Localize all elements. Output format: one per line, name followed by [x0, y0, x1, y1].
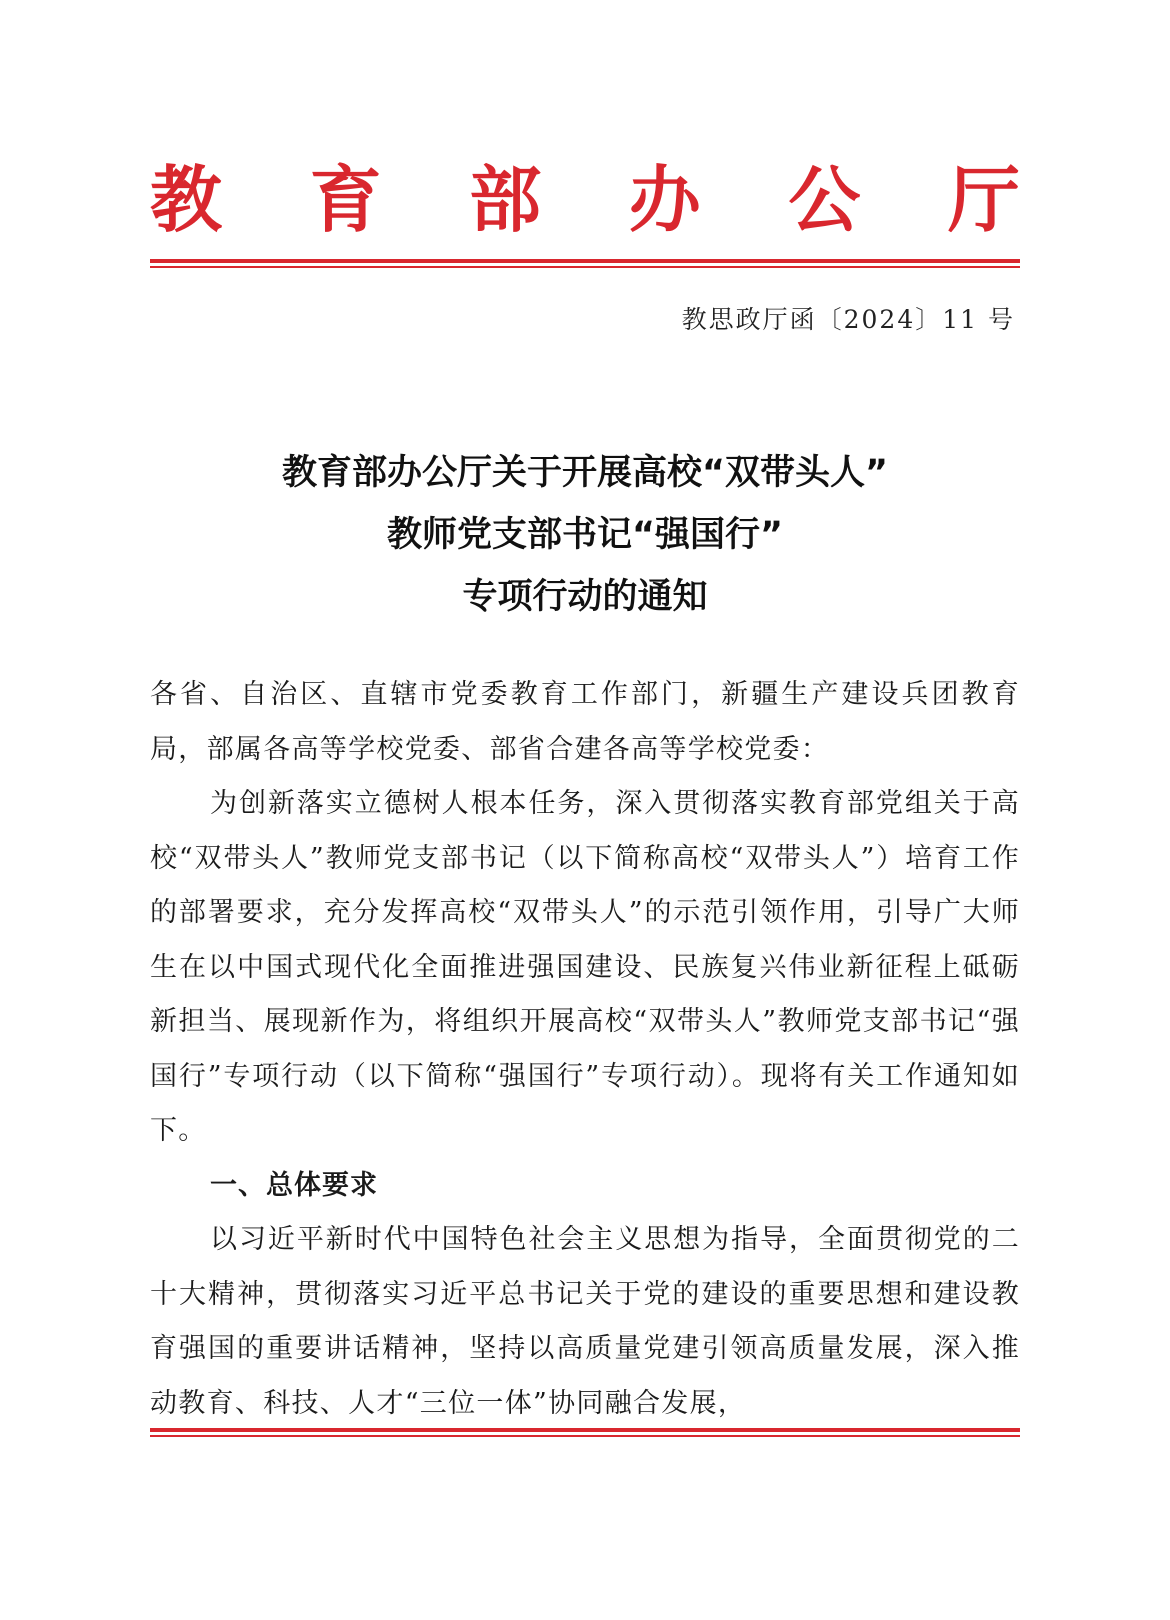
document-number: 教思政厅函〔2024〕11 号 [681, 305, 1015, 334]
masthead-char: 育 [309, 157, 382, 242]
masthead-char: 教 [150, 157, 223, 242]
document-title [150, 442, 1020, 628]
top-red-rule [150, 259, 1020, 268]
title-line-3: 专项行动的通知 [462, 577, 708, 617]
masthead-char: 公 [788, 157, 861, 242]
masthead-char: 办 [628, 157, 701, 242]
addressee: 各省、自治区、直辖市党委教育工作部门，新疆生产建设兵团教育局，部属各高等学校党委、部省合建各高等学校党委： [150, 679, 1020, 765]
bottom-red-rule [150, 1428, 1020, 1437]
masthead-char: 厅 [947, 157, 1020, 242]
document-body [150, 668, 1020, 1431]
paragraph-intro: 为创新落实立德树人根本任务，深入贯彻落实教育部党组关于高校“双带头人”教师党支部书记（以下简称高校“双带头人”）培育工作的部署要求，充分发挥高校“双带头人”的示范引领作用，引导广大师生在以中国式现代化全面推进强国建设、民族复兴伟业新征程上砥砺新担当、展现新作为，将组织开展高校“双带头人”教师党支部书记“强国行”专项行动（以下简称“强国行”专项行动）。现将有关工作通知如下。 [150, 788, 1020, 1146]
title-line-1: 教育部办公厅关于开展高校“双带头人” [281, 453, 888, 493]
title-line-2: 教师党支部书记“强国行” [386, 515, 783, 555]
section-heading-1: 一、总体要求 [210, 1169, 378, 1201]
paragraph-general-requirements: 以习近平新时代中国特色社会主义思想为指导，全面贯彻党的二十大精神，贯彻落实习近平总书记关于党的建设的重要思想和建设教育强国的重要讲话精神，坚持以高质量党建引领高质量发展，深入推动教育、科技、人才“三位一体”协同融合发展， [150, 1224, 1020, 1419]
masthead-char: 部 [469, 157, 542, 242]
masthead [150, 155, 1020, 245]
